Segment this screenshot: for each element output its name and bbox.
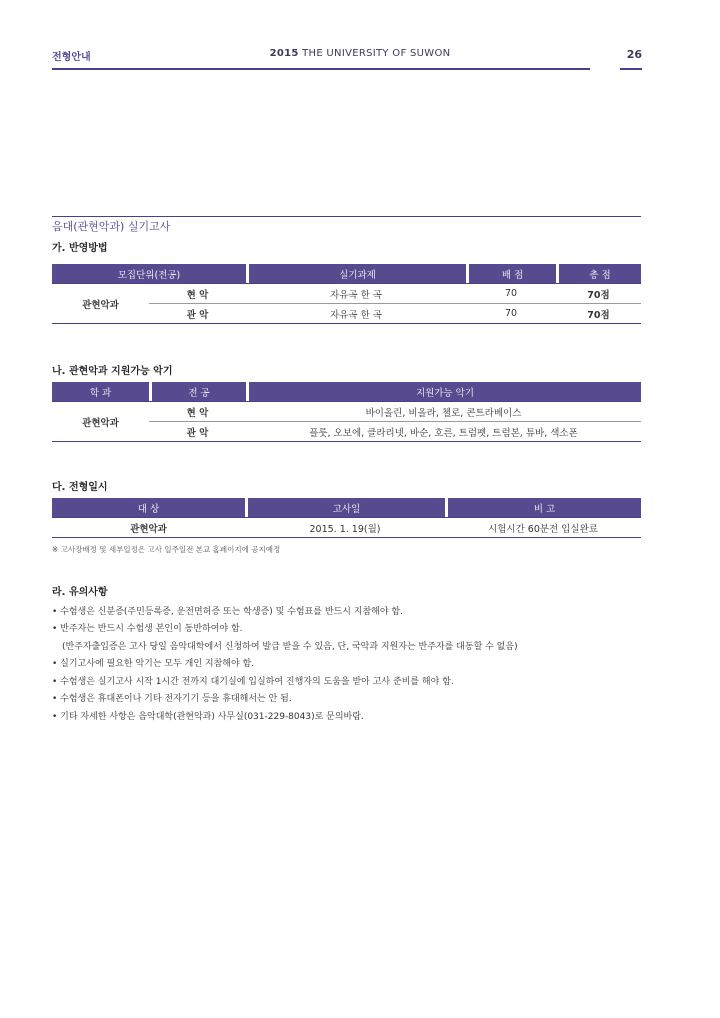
score-cell: 70 [466, 283, 556, 303]
table-row [52, 517, 641, 538]
major-cell: 현 악 [149, 283, 246, 303]
col-header-instruments: 지원가능 악기 [246, 382, 641, 401]
page-number: 26 [626, 48, 642, 61]
date-cell: 2015. 1. 19(월) [245, 517, 445, 538]
schedule-footnote: ※ 고사장배정 및 세부일정은 고사 일주일전 본교 홈페이지에 공지예정 [52, 545, 281, 554]
section-rule [52, 216, 641, 217]
target-cell: 관현악과 [52, 517, 245, 538]
major-cell: 현 악 [149, 401, 246, 421]
part-b-title: 나. 관현악과 지원가능 악기 [52, 366, 173, 377]
total-cell: 70점 [556, 283, 641, 303]
table-row [52, 283, 641, 303]
scoring-table [52, 264, 641, 324]
list-item: • 반주자는 반드시 수험생 본인이 동반하여야 함. [52, 624, 243, 634]
col-header-unit: 모집단위(전공) [52, 264, 246, 283]
col-header-date: 고사일 [245, 498, 445, 517]
task-cell: 자유곡 한 곡 [246, 303, 466, 324]
notice-list [52, 584, 518, 726]
header-title [0, 48, 720, 59]
major-cell: 관 악 [149, 303, 246, 324]
col-header-note: 비 고 [445, 498, 641, 517]
col-header-total: 총 점 [556, 264, 641, 283]
instruments-cell: 바이올린, 비올라, 첼로, 콘트라베이스 [246, 401, 641, 421]
col-header-score: 배 점 [466, 264, 556, 283]
note-cell: 시험시간 60분전 입실완료 [445, 517, 641, 538]
part-d-title: 라. 유의사항 [52, 587, 108, 598]
header-year: 2015 [269, 48, 299, 59]
list-item: • 수험생은 휴대폰이나 기타 전자기기 등을 휴대해서는 안 됨. [52, 694, 292, 704]
list-item: (반주자출입증은 고사 당일 음악대학에서 신청하여 발급 받을 수 있음, 단, 국악과 지원자는 반주자를 대동할 수 없음) [62, 641, 518, 652]
col-header-dept: 학 과 [52, 382, 149, 401]
schedule-table [52, 498, 641, 538]
list-item: • 수험생은 실기고사 시작 1시간 전까지 대기실에 입실하여 진행자의 도움을 받아 고사 준비를 해야 함. [52, 676, 454, 687]
part-c-title: 다. 전형일시 [52, 482, 108, 493]
header-university: THE UNIVERSITY OF SUWON [302, 48, 451, 59]
list-item: • 수험생은 신분증(주민등록증, 운전면허증 또는 학생증) 및 수험표를 반드시 지참해야 함. [52, 606, 403, 617]
header-section-label: 전형안내 [52, 52, 91, 63]
col-header-target: 대 상 [52, 498, 245, 517]
total-cell: 70점 [556, 303, 641, 324]
instruments-cell: 플룻, 오보에, 클라리넷, 바순, 호른, 트럼펫, 트럼본, 튜바, 색소폰 [246, 421, 641, 442]
dept-cell: 관현악과 [52, 283, 149, 324]
header-rule [52, 68, 590, 70]
instrument-table [52, 382, 641, 442]
part-a-title: 가. 반영방법 [52, 243, 108, 254]
col-header-task: 실기과제 [246, 264, 466, 283]
score-cell: 70 [466, 303, 556, 324]
list-item: • 기타 자세한 사항은 음악대학(관현악과) 사무실(031-229-8043)로 문의바람. [52, 711, 364, 722]
header-rule-right [620, 68, 642, 70]
table-row [52, 401, 641, 421]
list-item: • 실기고사에 필요한 악기는 모두 개인 지참해야 함. [52, 659, 255, 669]
col-header-major: 전 공 [149, 382, 246, 401]
task-cell: 자유곡 한 곡 [246, 283, 466, 303]
major-cell: 관 악 [149, 421, 246, 442]
dept-cell: 관현악과 [52, 401, 149, 442]
section-title: 음대(관현악과) 실기고사 [52, 220, 171, 233]
